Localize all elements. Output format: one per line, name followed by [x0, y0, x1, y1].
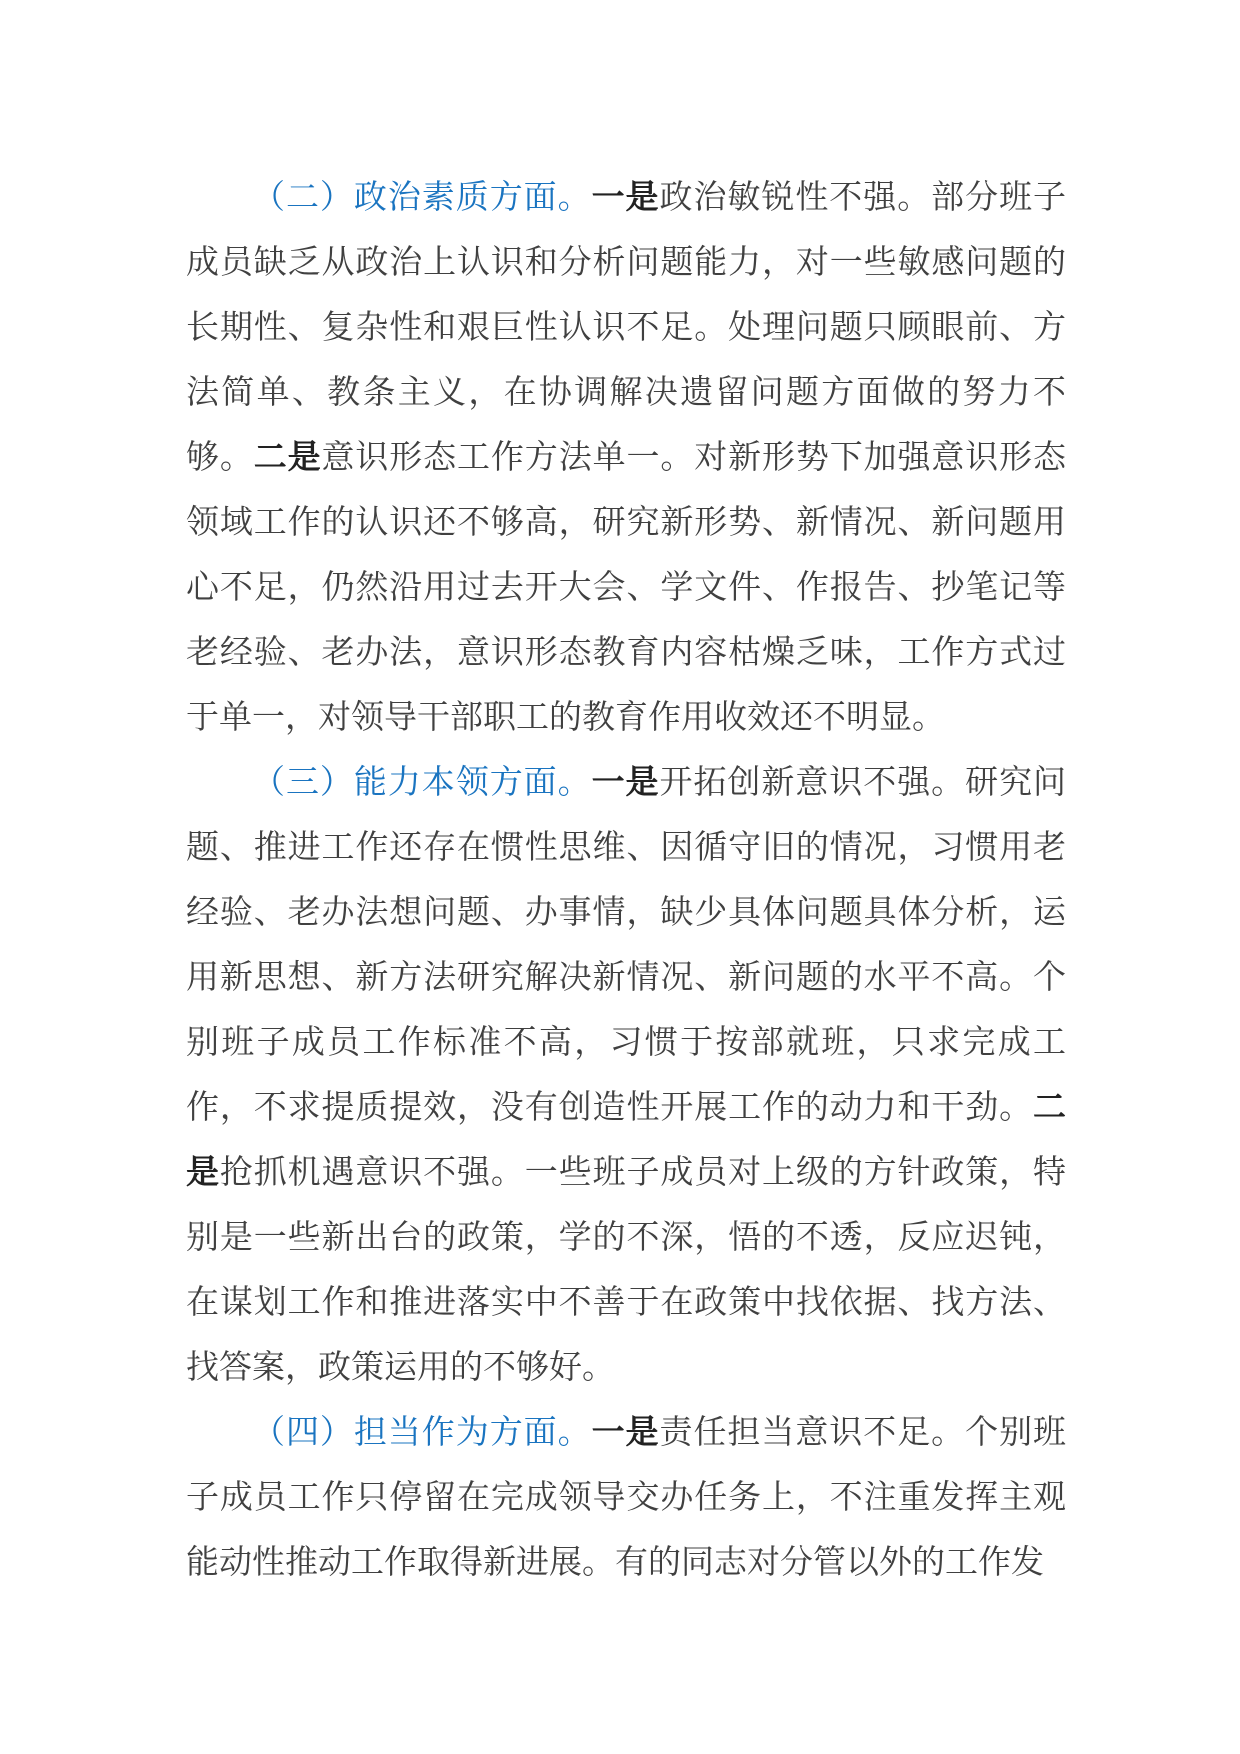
point-text: 抢抓机遇意识不强。一些班子成员对上级的方针政策，特别是一些新出台的政策，学的不深，悟的不透，反应迟钝，在谋划工作和推进落实中不善于在政策中找依据、找方法、找答案，政策运用的不够好。	[186, 1152, 1067, 1386]
point-text: 开拓创新意识不强。研究问题、推进工作还存在惯性思维、因循守旧的情况，习惯用老经验、老办法想问题、办事情，缺少具体问题具体分析，运用新思想、新方法研究解决新情况、新问题的水平不高。个别班子成员工作标准不高，习惯于按部就班，只求完成工作，不求提质提效，没有创造性开展工作的动力和干劲。	[186, 762, 1067, 1126]
paragraph-section-3	[186, 749, 1066, 1399]
paragraph-section-4	[186, 1399, 1066, 1594]
paragraph-section-2	[186, 164, 1066, 749]
point-marker: 二是	[253, 437, 322, 476]
point-marker: 一是	[591, 762, 660, 801]
point-marker: 一是	[591, 177, 660, 216]
point-text: 责任担当意识不足。个别班子成员工作只停留在完成领导交办任务上，不注重发挥主观能动性推动工作取得新进展。有的同志对分管以外的工作发	[186, 1412, 1067, 1581]
point-text: 政治敏锐性不强。部分班子成员缺乏从政治上认识和分析问题能力，对一些敏感问题的长期性、复杂性和艰巨性认识不足。处理问题只顾眼前、方法简单、教条主义，在协调解决遗留问题方面做的努力不够。	[186, 177, 1067, 476]
point-marker: 二是	[186, 1087, 1066, 1191]
section-heading: （二）政治素质方面。	[252, 177, 592, 216]
section-heading: （四）担当作为方面。	[252, 1412, 592, 1451]
document-body	[186, 164, 1066, 1594]
point-marker: 一是	[591, 1412, 660, 1451]
section-heading: （三）能力本领方面。	[252, 762, 592, 801]
point-text: 意识形态工作方法单一。对新形势下加强意识形态领域工作的认识还不够高，研究新形势、新情况、新问题用心不足，仍然沿用过去开大会、学文件、作报告、抄笔记等老经验、老办法，意识形态教育内容枯燥乏味，工作方式过于单一，对领导干部职工的教育作用收效还不明显。	[186, 437, 1067, 736]
